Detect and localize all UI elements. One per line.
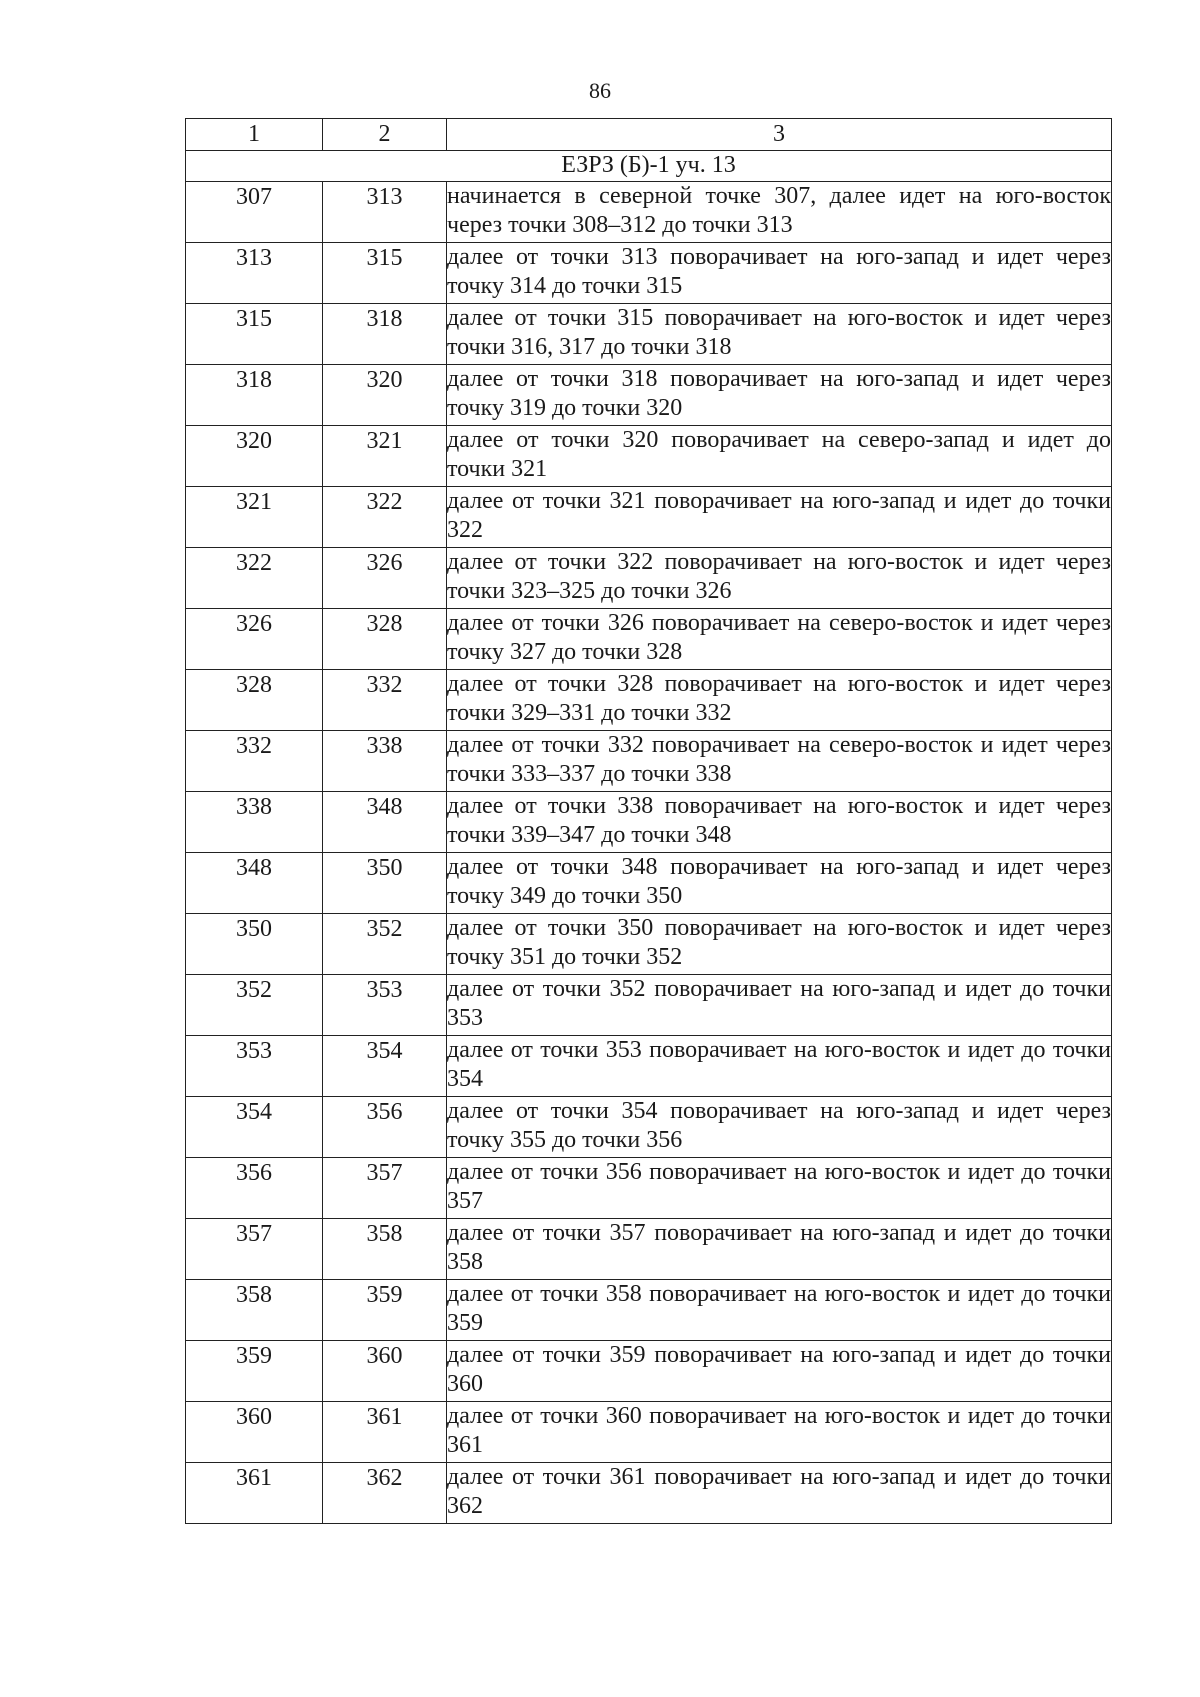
table-row — [186, 1402, 1112, 1463]
point-from: 356 — [186, 1158, 323, 1219]
boundary-description: далее от точки 348 поворачивает на юго-запад и идет через точку 349 до точки 350 — [447, 853, 1112, 914]
boundary-description: далее от точки 358 поворачивает на юго-восток и идет до точки 359 — [447, 1280, 1112, 1341]
boundary-description: далее от точки 320 поворачивает на северо-запад и идет до точки 321 — [447, 426, 1112, 487]
boundary-description: далее от точки 321 поворачивает на юго-запад и идет до точки 322 — [447, 487, 1112, 548]
table-row — [186, 975, 1112, 1036]
table-row — [186, 243, 1112, 304]
point-to: 332 — [323, 670, 447, 731]
point-to: 360 — [323, 1341, 447, 1402]
table-row — [186, 792, 1112, 853]
boundary-description: далее от точки 359 поворачивает на юго-запад и идет до точки 360 — [447, 1341, 1112, 1402]
boundary-description: начинается в северной точке 307, далее идет на юго-восток через точки 308–312 до точки 313 — [447, 182, 1112, 243]
point-from: 348 — [186, 853, 323, 914]
boundary-description: далее от точки 356 поворачивает на юго-восток и идет до точки 357 — [447, 1158, 1112, 1219]
table-row — [186, 1036, 1112, 1097]
point-to: 359 — [323, 1280, 447, 1341]
point-to: 348 — [323, 792, 447, 853]
table-row — [186, 670, 1112, 731]
boundary-description: далее от точки 360 поворачивает на юго-восток и идет до точки 361 — [447, 1402, 1112, 1463]
boundary-table — [185, 118, 1112, 1524]
boundary-description: далее от точки 357 поворачивает на юго-запад и идет до точки 358 — [447, 1219, 1112, 1280]
point-from: 318 — [186, 365, 323, 426]
section-title: ЕЗРЗ (Б)-1 уч. 13 — [186, 151, 1112, 182]
point-to: 362 — [323, 1463, 447, 1524]
table-row — [186, 1463, 1112, 1524]
point-from: 321 — [186, 487, 323, 548]
boundary-description: далее от точки 352 поворачивает на юго-запад и идет до точки 353 — [447, 975, 1112, 1036]
column-header-1: 1 — [186, 119, 323, 151]
table-row — [186, 1280, 1112, 1341]
point-to: 361 — [323, 1402, 447, 1463]
point-to: 356 — [323, 1097, 447, 1158]
point-to: 352 — [323, 914, 447, 975]
boundary-description: далее от точки 328 поворачивает на юго-восток и идет через точки 329–331 до точки 332 — [447, 670, 1112, 731]
point-to: 350 — [323, 853, 447, 914]
point-from: 350 — [186, 914, 323, 975]
point-from: 315 — [186, 304, 323, 365]
point-to: 353 — [323, 975, 447, 1036]
point-from: 359 — [186, 1341, 323, 1402]
table-row — [186, 304, 1112, 365]
boundary-description: далее от точки 313 поворачивает на юго-запад и идет через точку 314 до точки 315 — [447, 243, 1112, 304]
point-to: 338 — [323, 731, 447, 792]
boundary-description: далее от точки 318 поворачивает на юго-запад и идет через точку 319 до точки 320 — [447, 365, 1112, 426]
point-from: 322 — [186, 548, 323, 609]
point-from: 307 — [186, 182, 323, 243]
point-from: 328 — [186, 670, 323, 731]
boundary-description: далее от точки 326 поворачивает на северо-восток и идет через точку 327 до точки 328 — [447, 609, 1112, 670]
section-row — [186, 151, 1112, 182]
table-row — [186, 182, 1112, 243]
table-row — [186, 365, 1112, 426]
page-number: 86 — [589, 78, 611, 103]
boundary-description: далее от точки 338 поворачивает на юго-восток и идет через точки 339–347 до точки 348 — [447, 792, 1112, 853]
table-row — [186, 853, 1112, 914]
boundary-description: далее от точки 353 поворачивает на юго-восток и идет до точки 354 — [447, 1036, 1112, 1097]
point-to: 322 — [323, 487, 447, 548]
point-to: 321 — [323, 426, 447, 487]
point-from: 357 — [186, 1219, 323, 1280]
table-row — [186, 914, 1112, 975]
boundary-description: далее от точки 361 поворачивает на юго-запад и идет до точки 362 — [447, 1463, 1112, 1524]
boundary-description: далее от точки 350 поворачивает на юго-восток и идет через точку 351 до точки 352 — [447, 914, 1112, 975]
point-from: 320 — [186, 426, 323, 487]
point-to: 320 — [323, 365, 447, 426]
boundary-description: далее от точки 315 поворачивает на юго-восток и идет через точки 316, 317 до точки 318 — [447, 304, 1112, 365]
point-from: 326 — [186, 609, 323, 670]
table-row — [186, 609, 1112, 670]
table-row — [186, 1158, 1112, 1219]
table-row — [186, 487, 1112, 548]
boundary-description: далее от точки 322 поворачивает на юго-восток и идет через точки 323–325 до точки 326 — [447, 548, 1112, 609]
table-row — [186, 1341, 1112, 1402]
table-row — [186, 1097, 1112, 1158]
point-to: 313 — [323, 182, 447, 243]
table-row — [186, 426, 1112, 487]
point-to: 326 — [323, 548, 447, 609]
point-from: 358 — [186, 1280, 323, 1341]
point-from: 353 — [186, 1036, 323, 1097]
column-header-3: 3 — [447, 119, 1112, 151]
boundary-description: далее от точки 354 поворачивает на юго-запад и идет через точку 355 до точки 356 — [447, 1097, 1112, 1158]
table-row — [186, 548, 1112, 609]
boundary-description: далее от точки 332 поворачивает на северо-восток и идет через точки 333–337 до точки 338 — [447, 731, 1112, 792]
point-from: 332 — [186, 731, 323, 792]
point-from: 354 — [186, 1097, 323, 1158]
point-from: 360 — [186, 1402, 323, 1463]
point-to: 354 — [323, 1036, 447, 1097]
point-to: 357 — [323, 1158, 447, 1219]
point-from: 313 — [186, 243, 323, 304]
point-to: 328 — [323, 609, 447, 670]
point-from: 352 — [186, 975, 323, 1036]
column-header-2: 2 — [323, 119, 447, 151]
point-to: 318 — [323, 304, 447, 365]
point-from: 361 — [186, 1463, 323, 1524]
table-row — [186, 1219, 1112, 1280]
point-to: 315 — [323, 243, 447, 304]
point-from: 338 — [186, 792, 323, 853]
header-row — [186, 119, 1112, 151]
table-row — [186, 731, 1112, 792]
point-to: 358 — [323, 1219, 447, 1280]
